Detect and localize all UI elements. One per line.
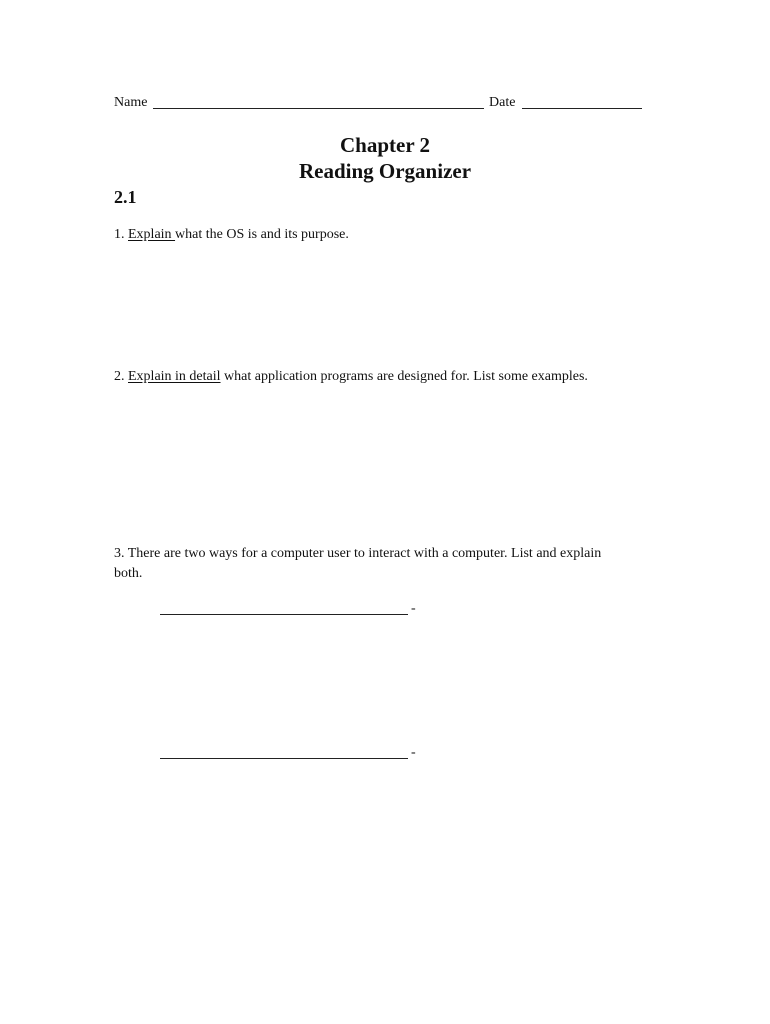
answer-2-dash: - — [411, 745, 416, 760]
question-1-underlined: Explain — [128, 227, 176, 242]
answer-area-2[interactable] — [114, 392, 654, 542]
question-1 — [114, 226, 349, 244]
name-field[interactable] — [153, 108, 484, 109]
interaction-method-1-field[interactable] — [160, 614, 408, 615]
question-1-prefix: 1. — [114, 227, 128, 242]
date-field[interactable] — [522, 108, 642, 109]
answer-area-3b[interactable] — [160, 768, 650, 918]
name-label: Name — [114, 95, 148, 110]
question-2 — [114, 368, 588, 386]
answer-1-dash: - — [411, 601, 416, 616]
section-heading: 2.1 — [114, 187, 137, 207]
interaction-method-2-field[interactable] — [160, 758, 408, 759]
date-label: Date — [489, 95, 516, 110]
worksheet-title: Reading Organizer — [298, 159, 472, 183]
question-2-underlined: Explain in detail — [128, 369, 221, 384]
question-3-line-2: both. — [114, 566, 143, 581]
question-2-text: what application programs are designed for. List some examples. — [220, 369, 588, 384]
answer-area-3a[interactable] — [160, 624, 650, 734]
answer-area-1[interactable] — [114, 250, 654, 360]
chapter-title: Chapter 2 — [339, 133, 431, 157]
question-1-text: what the OS is and its purpose. — [175, 227, 349, 242]
question-2-prefix: 2. — [114, 369, 128, 384]
question-3-line-1: 3. There are two ways for a computer user to interact with a computer. List and explain — [114, 546, 602, 561]
